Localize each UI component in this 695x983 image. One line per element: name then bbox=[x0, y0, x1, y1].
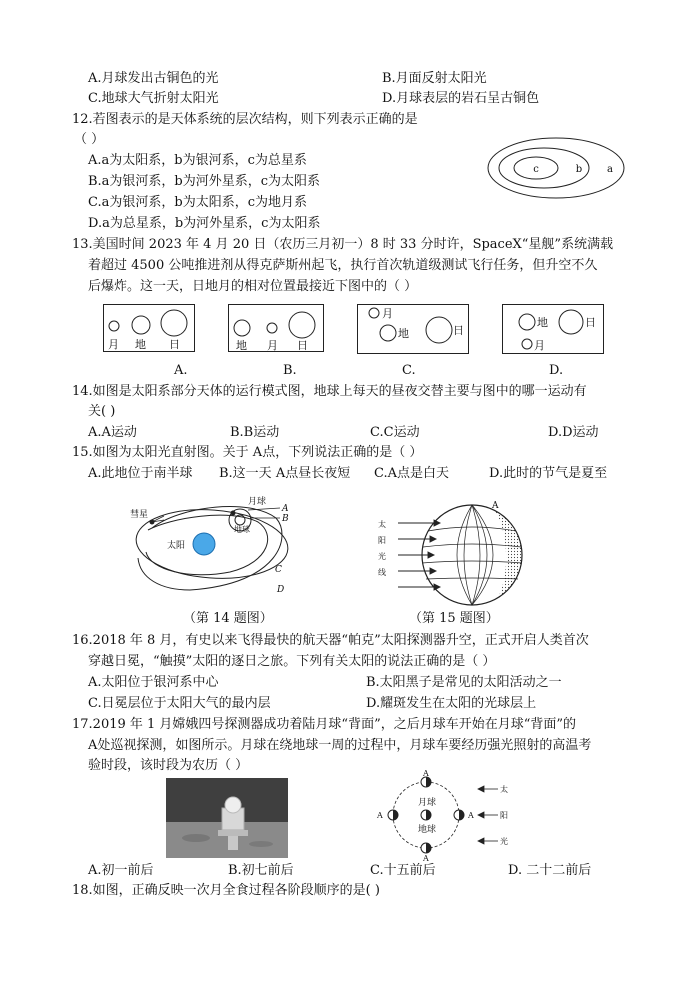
q16-option-c: C.日冕层位于太阳大气的最内层 bbox=[88, 696, 271, 711]
q15-light-1: 太 bbox=[378, 520, 386, 529]
q14-orbit-figure bbox=[130, 498, 300, 598]
q11-option-d: D.月球表层的岩石呈古铜色 bbox=[382, 91, 540, 106]
q14-option-a: A.A运动 bbox=[88, 425, 137, 440]
q13-line-3: 后爆炸。这一天，日地月的相对位置最接近下图中的（ ） bbox=[88, 279, 418, 294]
q13-diagram-b bbox=[228, 304, 324, 352]
q13-label-a: A. bbox=[174, 363, 188, 378]
q14-option-c: C.C运动 bbox=[370, 425, 420, 440]
q18-stem: 18.如图，正确反映一次月全食过程各阶段顺序的是( ) bbox=[72, 883, 380, 898]
q17-line-2: A处巡视探测，如图所示。月球在绕地球一周的过程中，月球车要经历强光照射的高温考 bbox=[88, 738, 592, 753]
q12-paren: （ ） bbox=[74, 132, 105, 147]
q12-option-b: B.a为银河系，b为河外星系，c为太阳系 bbox=[88, 174, 321, 189]
q13-b-moon: 月 bbox=[267, 339, 278, 352]
q13-diagram-c bbox=[357, 304, 469, 354]
q13-d-earth: 地 bbox=[537, 316, 548, 329]
q14-label-C: C bbox=[275, 565, 282, 575]
q12-label-b: b bbox=[575, 164, 583, 175]
q14-line-2: 关( ) bbox=[88, 404, 116, 419]
q12-option-a: A.a为太阳系，b为银河系，c为总星系 bbox=[88, 153, 307, 168]
q11-option-c: C.地球大气折射太阳光 bbox=[88, 91, 219, 106]
q13-diagram-a bbox=[103, 304, 195, 352]
q13-c-moon: 月 bbox=[382, 307, 393, 320]
lunar-rover-photo bbox=[166, 778, 288, 858]
q15-option-a: A.此地位于南半球 bbox=[88, 466, 193, 481]
q12-nested-ellipses-diagram bbox=[484, 135, 634, 205]
q14-label-B: B bbox=[282, 514, 289, 524]
q12-label-c: c bbox=[533, 164, 539, 175]
q12-option-c: C.a为银河系，b为太阳系，c为地月系 bbox=[88, 195, 307, 210]
q17-moon-orbit-figure bbox=[372, 769, 512, 863]
q13-c-earth: 地 bbox=[398, 327, 409, 340]
q17-label-A-top: A bbox=[423, 769, 429, 778]
q13-label-c: C. bbox=[402, 363, 416, 378]
q16-option-d: D.耀斑发生在太阳的光球层上 bbox=[366, 696, 537, 711]
q13-label-b: B. bbox=[283, 363, 297, 378]
q11-option-b: B.月面反射太阳光 bbox=[382, 71, 487, 86]
q13-line-1: 13.美国时间 2023 年 4 月 20 日（农历三月初一）8 时 33 分时许，SpaceX“星舰”系统满载 bbox=[72, 237, 614, 252]
q14-label-sun: 太阳 bbox=[167, 541, 186, 551]
q13-a-moon: 月 bbox=[108, 338, 119, 351]
q15-light-4: 线 bbox=[378, 568, 386, 577]
q17-line-1: 17.2019 年 1 月嫦娥四号探测器成功着陆月球“背面”，之后月球车开始在月球“背面”的 bbox=[72, 717, 577, 732]
q17-light-2: 阳 bbox=[500, 811, 508, 820]
q13-diagram-d bbox=[502, 304, 604, 354]
q17-label-A-bottom: A bbox=[423, 854, 429, 863]
q17-option-b: B.初七前后 bbox=[228, 863, 294, 878]
q13-b-sun: 日 bbox=[297, 339, 308, 352]
q14-option-d: D.D运动 bbox=[548, 425, 599, 440]
q12-stem: 12.若图表示的是天体系统的层次结构，则下列表示正确的是 bbox=[72, 112, 418, 127]
q13-d-sun: 日 bbox=[585, 316, 596, 329]
q14-option-b: B.B运动 bbox=[230, 425, 280, 440]
q14-caption: （第 14 题图） bbox=[183, 611, 273, 626]
q17-line-3: 验时段，该时段为农历（ ） bbox=[88, 758, 249, 773]
q15-light-2: 阳 bbox=[378, 536, 386, 545]
q12-label-a: a bbox=[607, 164, 613, 175]
q15-option-c: C.A点是白天 bbox=[374, 466, 450, 481]
q13-label-d: D. bbox=[549, 363, 564, 378]
q17-label-A-left: A bbox=[377, 811, 383, 820]
q17-light-1: 太 bbox=[500, 785, 508, 794]
q14-label-A: A bbox=[282, 504, 289, 514]
q17-option-c: C.十五前后 bbox=[370, 863, 436, 878]
q17-option-d: D. 二十二前后 bbox=[508, 863, 592, 878]
q13-a-sun: 日 bbox=[169, 338, 180, 351]
q14-line-1: 14.如图是太阳系部分天体的运行模式图，地球上每天的昼夜交替主要与图中的哪一运动有 bbox=[72, 384, 587, 399]
q16-option-b: B.太阳黑子是常见的太阳活动之一 bbox=[366, 675, 562, 690]
q14-label-earth: 地球 bbox=[234, 525, 250, 534]
q17-label-A-right: A bbox=[468, 811, 474, 820]
q13-b-earth: 地 bbox=[236, 339, 247, 352]
q15-stem: 15.如图为太阳光直射图。关于 A点，下列说法正确的是（ ） bbox=[72, 445, 423, 460]
q15-caption: （第 15 题图） bbox=[409, 611, 499, 626]
q15-sunlight-figure bbox=[372, 493, 532, 611]
q15-light-3: 光 bbox=[378, 552, 386, 561]
q15-option-b: B.这一天 A点昼长夜短 bbox=[219, 466, 351, 481]
q17-light-3: 光 bbox=[500, 837, 508, 846]
q11-option-a: A.月球发出古铜色的光 bbox=[88, 71, 219, 86]
q16-line-1: 16.2018 年 8 月，有史以来飞得最快的航天器“帕克”太阳探测器升空，正式开启人类首次 bbox=[72, 633, 589, 648]
q13-d-moon: 月 bbox=[534, 339, 545, 352]
q16-line-2: 穿越日冕，“触摸”太阳的逐日之旅。下列有关太阳的说法正确的是（ ） bbox=[88, 654, 496, 669]
q17-label-moon: 月球 bbox=[418, 798, 437, 808]
q17-option-a: A.初一前后 bbox=[88, 863, 154, 878]
q14-label-D: D bbox=[277, 585, 285, 595]
q16-option-a: A.太阳位于银河系中心 bbox=[88, 675, 219, 690]
q17-label-earth: 地球 bbox=[418, 825, 437, 835]
q15-label-A: A bbox=[492, 501, 499, 511]
q13-c-sun: 日 bbox=[453, 324, 464, 337]
q12-option-d: D.a为总星系，b为河外星系，c为太阳系 bbox=[88, 216, 321, 231]
q14-label-moon: 月球 bbox=[248, 497, 267, 507]
q13-a-earth: 地 bbox=[135, 338, 146, 351]
q14-label-comet: 彗星 bbox=[130, 510, 149, 520]
q13-line-2: 着超过 4500 公吨推进剂从得克萨斯州起飞，执行首次轨道级测试飞行任务，但升空不久 bbox=[88, 258, 598, 273]
q15-option-d: D.此时的节气是夏至 bbox=[489, 466, 608, 481]
